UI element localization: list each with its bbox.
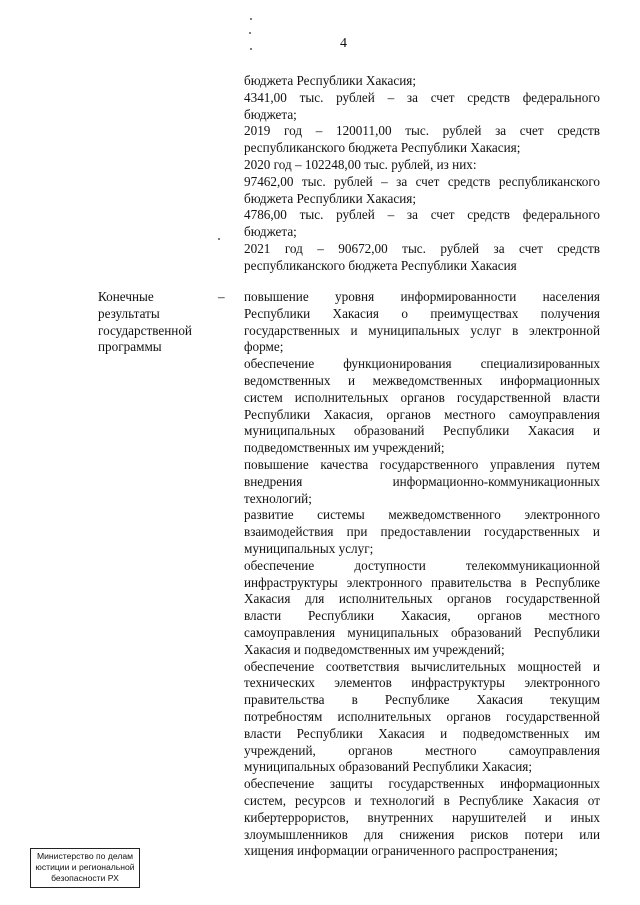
result-line: кибертеррористов, внутренних нарушителей и иных — [244, 809, 600, 825]
results-list — [244, 289, 600, 860]
result-line: потребностям исполнительных органов государственной — [244, 708, 600, 724]
result-line: самоуправления муниципальных образований Республики — [244, 624, 600, 640]
funding-line: 4341,00 тыс. рублей – за счет средств федерального — [244, 89, 600, 105]
result-line: обеспечение доступности телекоммуникационной — [244, 557, 600, 573]
result-line: обеспечение защиты государственных информационных — [244, 776, 600, 792]
funding-line: 2021 год – 90672,00 тыс. рублей за счет средств — [244, 240, 600, 256]
funding-line: бюджета; — [244, 224, 297, 240]
result-line: власти Республики Хакасия, органов местного — [244, 608, 600, 624]
result-line: власти Республики Хакасия и подведомственных им — [244, 725, 600, 741]
stamp-line: безопасности РХ — [51, 873, 119, 883]
result-line: повышение качества государственного управления путем — [244, 456, 600, 472]
stamp-line: Министерство по делам — [36, 851, 134, 861]
funding-line: бюджета Республики Хакасия; — [244, 190, 416, 206]
scan-speck — [249, 32, 251, 34]
funding-line: 4786,00 тыс. рублей – за счет средств федерального — [244, 207, 600, 223]
funding-line: бюджета Республики Хакасия; — [244, 73, 416, 88]
result-line: злоумышленников для снижения рисков потери или — [244, 826, 600, 842]
result-line: повышение уровня информированности населения — [244, 289, 600, 304]
funding-continuation — [244, 73, 600, 275]
result-line: внедрения информационно-коммуникационных — [244, 473, 600, 489]
result-line: муниципальных образований Республики Хакасия; — [244, 759, 532, 775]
section-label-line: Конечные — [98, 289, 154, 304]
result-line: ведомственных и межведомственных информационных — [244, 372, 600, 388]
funding-line: 2019 год – 120011,00 тыс. рублей за счет средств — [244, 123, 600, 139]
result-line: хищения информации ограниченного распространения; — [244, 843, 558, 859]
section-label-line: результаты — [98, 305, 160, 321]
funding-line: республиканского бюджета Республики Хакасия — [244, 257, 517, 273]
scan-speck — [250, 18, 252, 20]
result-line: технических элементов инфраструктуры электронного — [244, 675, 600, 691]
scan-speck — [218, 238, 220, 240]
result-line: муниципальных услуг; — [244, 540, 374, 556]
result-line: технологий; — [244, 490, 312, 506]
result-line: взаимодействия при предоставлении государственных и — [244, 524, 600, 540]
result-line: инфраструктуры электронного правительства в Республике — [244, 574, 600, 590]
result-line: государственных и муниципальных услуг в электронной — [244, 322, 600, 338]
funding-line: республиканского бюджета Республики Хакасия; — [244, 140, 521, 156]
result-line: обеспечение функционирования специализированных — [244, 356, 600, 372]
funding-line: 2020 год – 102248,00 тыс. рублей, из них: — [244, 156, 477, 172]
result-line: форме; — [244, 339, 284, 355]
section-label — [98, 289, 223, 356]
result-line: Республики Хакасия, органов местного самоуправления — [244, 406, 600, 422]
result-line: учреждений, органов местного самоуправления — [244, 742, 600, 758]
stamp-line: юстиции и региональной — [35, 862, 135, 872]
result-line: подведомственных им учреждений; — [244, 440, 445, 456]
result-line: муниципальных образований Республики Хакасия и — [244, 423, 600, 439]
label-dash: – — [218, 289, 225, 304]
section-label-line: государственной — [98, 322, 192, 338]
result-line: систем исполнительных органов государственной власти — [244, 389, 600, 405]
result-line: Хакасия и подведомственных им учреждений; — [244, 641, 505, 657]
page-number: 4 — [340, 36, 347, 51]
result-line: развитие системы межведомственного электронного — [244, 507, 600, 523]
scan-speck — [250, 48, 252, 50]
result-line: Республики Хакасия о преимуществах получения — [244, 305, 600, 321]
section-label-line: программы — [98, 339, 162, 355]
result-line: систем, ресурсов и технологий в Республике Хакасия от — [244, 792, 600, 808]
ministry-stamp — [30, 848, 140, 888]
result-line: обеспечение соответствия вычислительных мощностей и — [244, 658, 600, 674]
funding-line: бюджета; — [244, 106, 297, 122]
result-line: правительства в Республике Хакасия текущим — [244, 692, 600, 708]
result-line: Хакасия для исполнительных органов государственной — [244, 591, 600, 607]
funding-line: 97462,00 тыс. рублей – за счет средств республиканского — [244, 173, 600, 189]
